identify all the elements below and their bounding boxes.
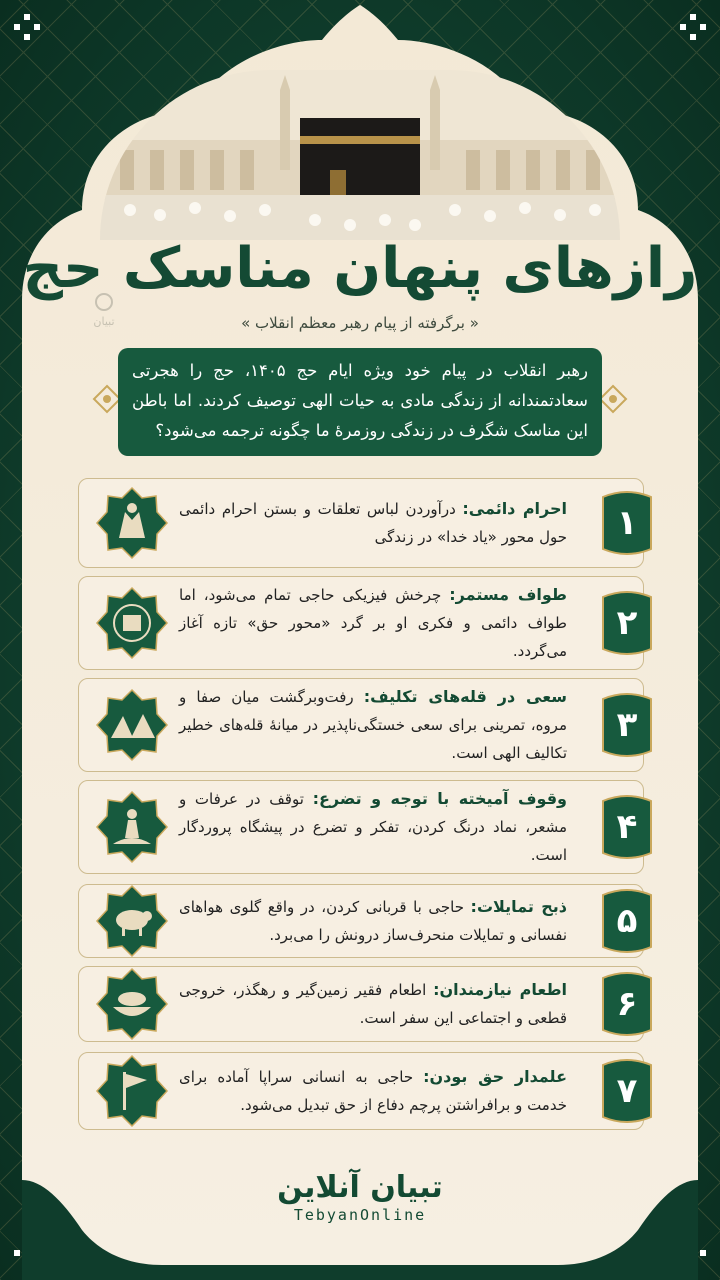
list-item-text: [179, 581, 567, 665]
list-item-heading: احرام دائمی:: [462, 499, 567, 518]
list-item-heading: سعی در قله‌های تکلیف:: [363, 687, 568, 706]
number-badge-text: ۷: [616, 1071, 638, 1111]
flag-icon: [95, 1054, 169, 1128]
list-item-text: [179, 683, 567, 767]
number-badge-text: ۵: [616, 901, 638, 941]
list-item-body: حاجی با قربانی کردن، در واقع گلوی هواهای نفسانی و تمایلات منحرف‌ساز درونش را می‌برد.: [179, 898, 567, 944]
list-item-text: [179, 893, 567, 949]
list-item-body: حاجی به انسانی سراپا آماده برای خدمت و برافراشتن پرچم دفاع از حق تبدیل می‌شود.: [179, 1068, 567, 1114]
sheep-icon: [95, 884, 169, 958]
list-item: [78, 576, 644, 670]
list-item: [78, 1052, 644, 1130]
list-item-heading: علمدار حق بودن:: [423, 1067, 567, 1086]
list-item-body: درآوردن لباس تعلقات و بستن احرام دائمی حول محور «یاد خدا» در زندگی: [179, 500, 567, 546]
number-badge-text: ۱: [616, 503, 638, 543]
list-item-body: رفت‌وبرگشت میان صفا و مروه، تمرینی برای سعی خستگی‌ناپذیر در میانهٔ قله‌های خطیر تکالیف الهی است.: [179, 688, 567, 762]
list-item-heading: اطعام نیازمندان:: [433, 980, 567, 999]
watermark-text: تبیان: [93, 315, 115, 328]
number-badge: [599, 1059, 655, 1123]
number-badge-text: ۳: [616, 705, 638, 745]
footer-latin-name: TebyanOnline: [293, 1206, 427, 1224]
list-item-body: چرخش فیزیکی حاجی تمام می‌شود، اما طواف دائمی و فکری او بر گرد «محور حق» تازه آغاز می‌گردد.: [179, 586, 567, 660]
mountains-path-icon: [95, 688, 169, 762]
list-item: [78, 884, 644, 958]
page-subtitle: « برگرفته از پیام رهبر معظم انقلاب »: [241, 314, 479, 332]
bread-bowl-icon: [95, 967, 169, 1041]
number-badge: [599, 972, 655, 1036]
ihram-cloth-icon: [95, 486, 169, 560]
list-item: [78, 966, 644, 1042]
number-badge: [599, 491, 655, 555]
intro-box: رهبر انقلاب در پیام خود ویژه ایام حج ۱۴۰۵، حج را هجرتی سعادتمندانه از زندگی مادی به حیات الهی توصیف کردند. اما باطن این مناسک شگرف در زندگی روزمرهٔ ما چگونه ترجمه می‌شود؟: [118, 348, 602, 456]
number-badge: [599, 795, 655, 859]
list-item-heading: ذبح تمایلات:: [470, 897, 568, 916]
list-item: [78, 780, 644, 874]
list-item: [78, 478, 644, 568]
list-item-body: اطعام فقیر زمین‌گیر و رهگذر، خروجی قطعی و اجتماعی این سفر است.: [179, 981, 567, 1027]
watermark-icon: [89, 292, 119, 312]
list-item-heading: طواف مستمر:: [449, 585, 567, 604]
list-item-text: [179, 1063, 567, 1119]
number-badge-text: ۲: [616, 603, 638, 643]
list-item-text: [179, 785, 567, 869]
kaaba-circle-icon: [95, 586, 169, 660]
number-badge: [599, 591, 655, 655]
list-item-heading: وقوف آمیخته با توجه و تضرع:: [312, 789, 568, 808]
intro-right-ornament-icon: [598, 384, 628, 414]
list-item: [78, 678, 644, 772]
list-item-body: توقف در عرفات و مشعر، نماد درنگ کردن، تفکر و تضرع در پیشگاه پروردگار است.: [179, 790, 567, 864]
number-badge: [599, 693, 655, 757]
page-title: رازهای پنهان مناسک حج: [22, 236, 698, 301]
list-item-text: [179, 976, 567, 1032]
footer-logo: تبیان آنلاین: [277, 1170, 443, 1205]
number-badge: [599, 889, 655, 953]
praying-figure-icon: [95, 790, 169, 864]
list-item-text: [179, 495, 567, 551]
number-badge-text: ۴: [616, 807, 638, 847]
number-badge-text: ۶: [616, 984, 638, 1024]
